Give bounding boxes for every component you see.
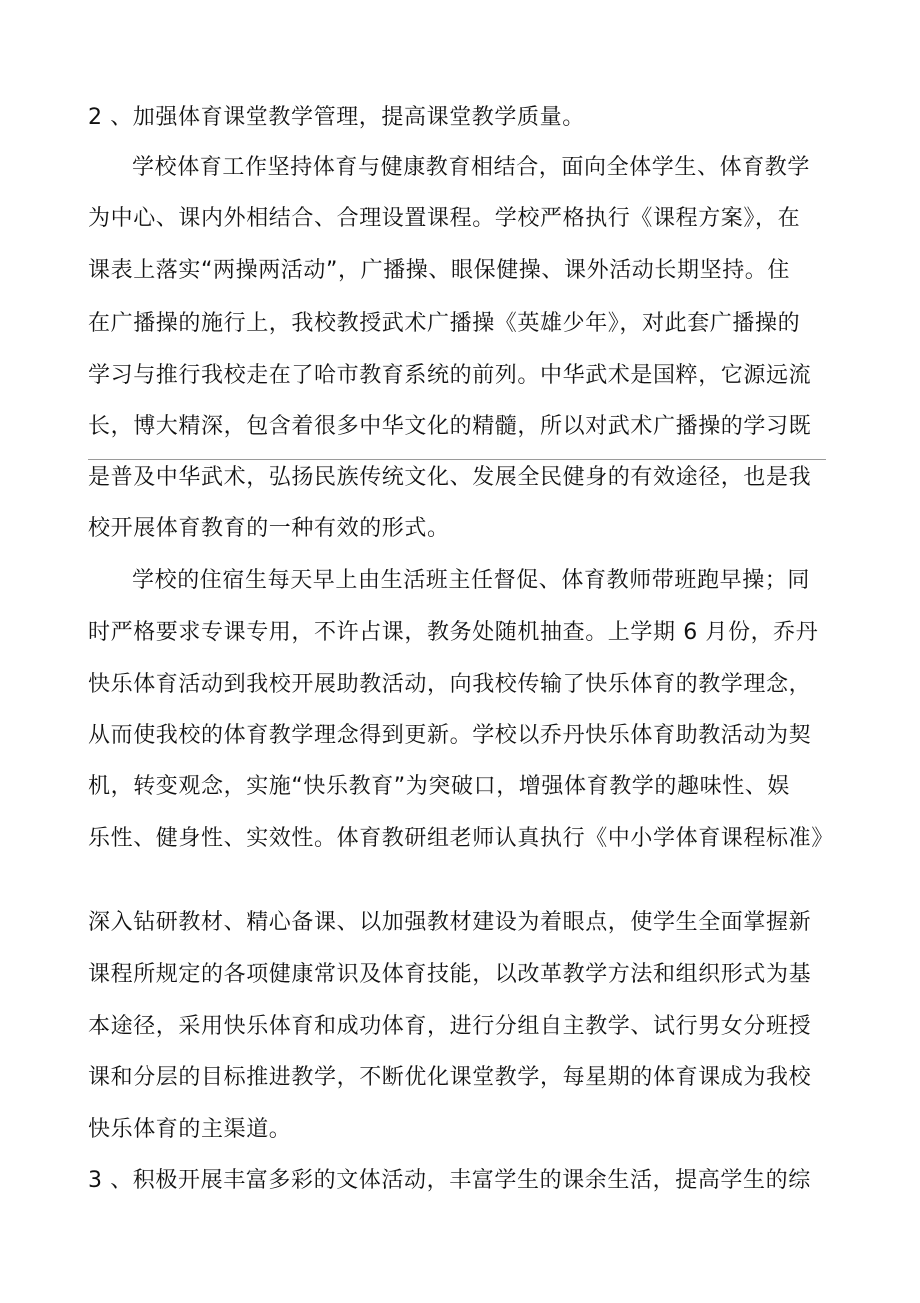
paragraph-line: 从而使我校的体育教学理念得到更新。学校以乔丹快乐体育助教活动为契 bbox=[88, 723, 812, 748]
paragraph-line: 学校的住宿生每天早上由生活班主任督促、体育教师带班跑早操；同 bbox=[132, 568, 811, 593]
paragraph-line: 快乐体育活动到我校开展助教活动，向我校传输了快乐体育的教学理念， bbox=[88, 672, 812, 697]
paragraph-line: 课和分层的目标推进教学，不断优化课堂教学，每星期的体育课成为我校 bbox=[88, 1065, 812, 1090]
paragraph-line: 快乐体育的主渠道。 bbox=[88, 1117, 292, 1142]
paragraph-line: 深入钻研教材、精心备课、以加强教材建设为着眼点，使学生全面掌握新 bbox=[88, 910, 812, 935]
paragraph-line: 课程所规定的各项健康常识及体育技能，以改革教学方法和组织形式为基 bbox=[88, 962, 812, 987]
paragraph-line: 是普及中华武术，弘扬民族传统文化、发展全民健身的有效途径，也是我 bbox=[88, 465, 812, 490]
heading-3: 3 、积极开展丰富多彩的文体活动，丰富学生的课余生活，提高学生的综 bbox=[88, 1168, 811, 1193]
paragraph-line: 时严格要求专课专用，不许占课，教务处随机抽查。上学期 6 月份，乔丹 bbox=[88, 620, 819, 645]
paragraph-line: 乐性、健身性、实效性。体育教研组老师认真执行《中小学体育课程标准》 bbox=[88, 826, 834, 851]
paragraph-line: 为中心、课内外相结合、合理设置课程。学校严格执行《课程方案》，在 bbox=[88, 206, 801, 231]
horizontal-rule bbox=[88, 459, 826, 460]
paragraph-line: 校开展体育教育的一种有效的形式。 bbox=[88, 516, 450, 541]
paragraph-line: 课表上落实“两操两活动”，广播操、眼保健操、课外活动长期坚持。住 bbox=[88, 258, 790, 283]
paragraph-line: 本途径，采用快乐体育和成功体育，进行分组自主教学、试行男女分班授 bbox=[88, 1014, 812, 1039]
paragraph-line: 长，博大精深，包含着很多中华文化的精髓，所以对武术广播操的学习既 bbox=[88, 414, 812, 439]
paragraph-line: 学校体育工作坚持体育与健康教育相结合，面向全体学生、体育教学 bbox=[132, 155, 811, 180]
heading-2: 2 、加强体育课堂教学管理，提高课堂教学质量。 bbox=[88, 105, 585, 130]
paragraph-line: 机，转变观念，实施“快乐教育”为突破口，增强体育教学的趣味性、娱 bbox=[88, 774, 790, 799]
paragraph-line: 学习与推行我校走在了哈市教育系统的前列。中华武术是国粹，它源远流 bbox=[88, 363, 812, 388]
paragraph-line: 在广播操的施行上，我校教授武术广播操《英雄少年》，对此套广播操的 bbox=[88, 311, 801, 336]
